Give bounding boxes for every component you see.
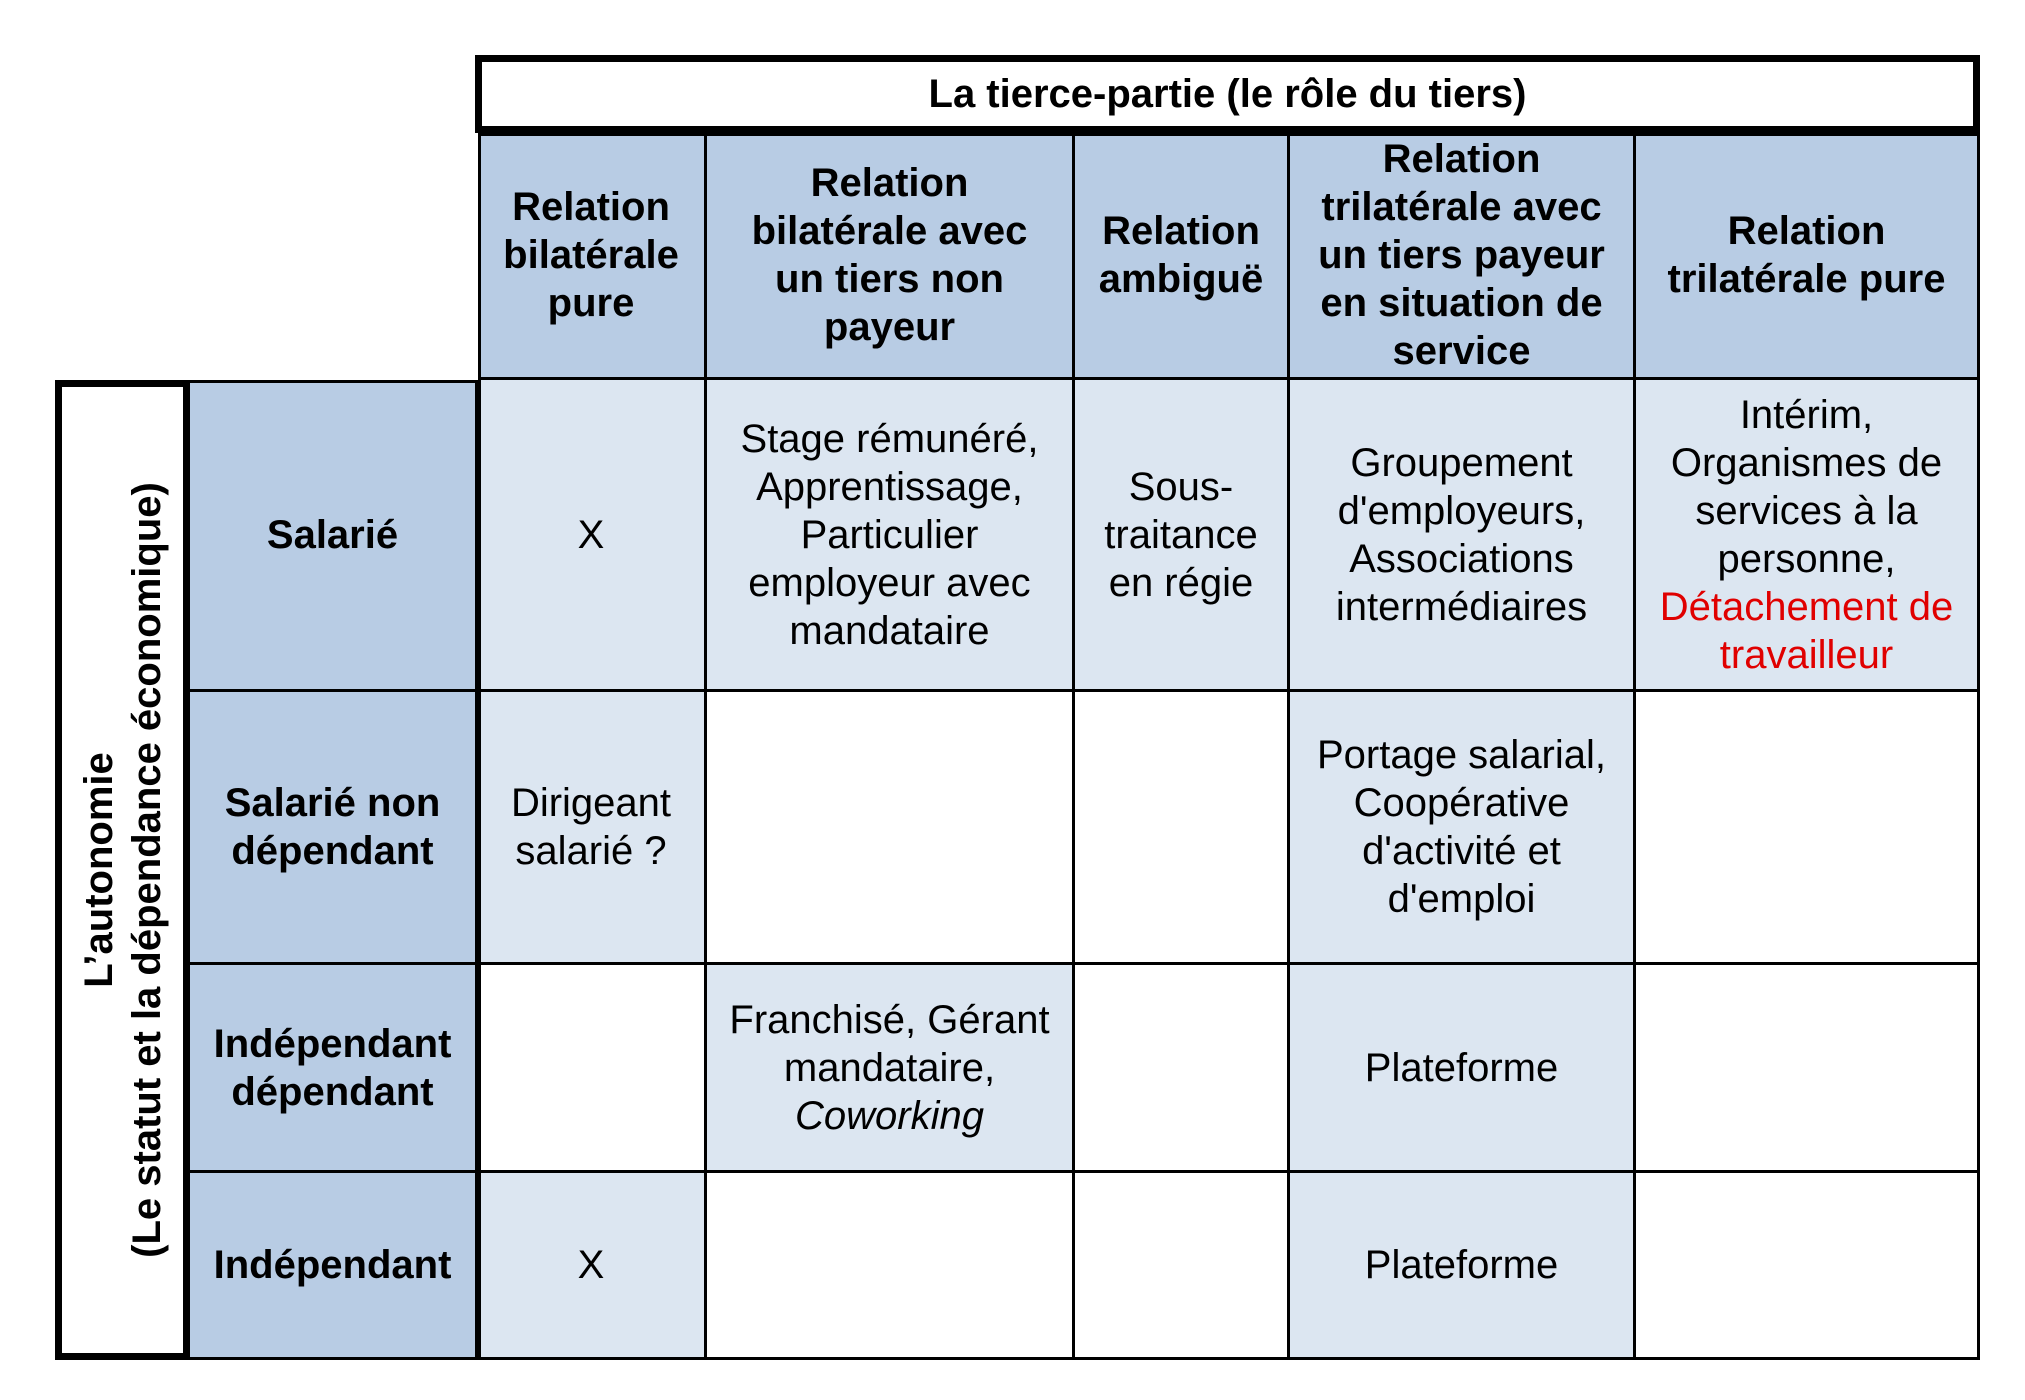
- table-cell-r1-c4-line: Associations: [1349, 536, 1574, 581]
- table-cell-r3-c5: [1636, 965, 1980, 1173]
- column-header-2-line: bilatérale avec: [751, 209, 1028, 253]
- table-cell-r1-c4-line: d'employeurs,: [1337, 488, 1586, 533]
- row-header-3-line: dépendant: [231, 1069, 434, 1114]
- column-header-1-line: bilatérale: [503, 233, 679, 277]
- table-cell-r1-c5-line: Intérim,: [1739, 392, 1874, 437]
- column-header-5-line: trilatérale pure: [1667, 257, 1946, 301]
- table-cell-r2-c4-line: d'activité et: [1362, 829, 1561, 873]
- table-cell-r4-c3: [1075, 1173, 1290, 1360]
- row-header-1-line: Salarié: [266, 512, 399, 557]
- table-cell-r3-c3: [1075, 965, 1290, 1173]
- table-cell-r2-c1: [478, 692, 707, 965]
- side-header-box: [55, 380, 190, 1360]
- column-header-3-line: Relation: [1102, 209, 1260, 253]
- table-cell-r1-c2-line: Stage rémunéré,: [740, 416, 1039, 461]
- table-cell-r1-c4-line: intermédiaires: [1335, 584, 1588, 629]
- column-header-4-line: un tiers payeur: [1318, 233, 1605, 277]
- table-cell-r1-c5-line: services à la: [1695, 488, 1918, 533]
- row-header-4: [190, 1173, 478, 1360]
- column-header-3-line: ambiguë: [1098, 257, 1264, 301]
- table-cell-r2-c2: [707, 692, 1075, 965]
- table-cell-r1-c4: [1290, 380, 1636, 692]
- table-cell-r2-c5: [1636, 692, 1980, 965]
- table-cell-r3-c2-line: Coworking: [795, 1093, 984, 1138]
- column-header-2-line: un tiers non: [775, 257, 1004, 301]
- row-header-1: [190, 380, 478, 692]
- column-header-5-line: Relation: [1727, 209, 1886, 253]
- side-header-line-1: L’autonomie: [76, 752, 121, 988]
- table-cell-r1-c1: [478, 380, 707, 692]
- table-cell-r2-c4: [1290, 692, 1636, 965]
- column-header-4-line: en situation de: [1320, 281, 1603, 325]
- column-header-3: [1075, 133, 1290, 380]
- table-cell-r1-c1-line: X: [577, 512, 605, 557]
- column-header-2: [707, 133, 1075, 380]
- top-header: La tierce-partie (le rôle du tiers): [475, 55, 1980, 133]
- table-cell-r1-c5-line: Détachement de: [1659, 584, 1954, 629]
- table-cell-r1-c4-line: Groupement: [1350, 440, 1573, 485]
- table-cell-r1-c5-line: personne,: [1717, 536, 1896, 581]
- table-cell-r4-c1: [478, 1173, 707, 1360]
- table-cell-r1-c5-line: Organismes de: [1670, 440, 1943, 485]
- row-header-2-line: Salarié non: [224, 781, 441, 825]
- table-cell-r2-c4-line: Portage salarial,: [1316, 733, 1607, 777]
- column-header-4-line: service: [1392, 329, 1531, 373]
- table-cell-r1-c2: [707, 380, 1075, 692]
- table-cell-r2-c4-line: d'emploi: [1387, 877, 1536, 921]
- column-header-5: [1636, 133, 1980, 380]
- column-header-2-line: payeur: [823, 305, 956, 349]
- row-header-3: [190, 965, 478, 1173]
- table-cell-r1-c3: [1075, 380, 1290, 692]
- table-cell-r2-c1-line: salarié ?: [515, 829, 667, 873]
- table-cell-r2-c4-line: Coopérative: [1353, 781, 1570, 825]
- column-header-1: [478, 133, 707, 380]
- table-cell-r1-c2-line: Particulier: [800, 512, 979, 557]
- column-header-2-line: Relation: [810, 161, 969, 205]
- table-cell-r1-c3-line: en régie: [1108, 560, 1254, 605]
- table-cell-r3-c2: [707, 965, 1075, 1173]
- column-header-1-line: pure: [547, 281, 635, 325]
- table-cell-r2-c3: [1075, 692, 1290, 965]
- table-cell-r1-c3-line: traitance: [1104, 512, 1258, 557]
- row-header-4-line: Indépendant: [213, 1243, 452, 1287]
- column-header-4: [1290, 133, 1636, 380]
- side-header: [75, 400, 171, 1340]
- table-cell-r4-c4-line: Plateforme: [1364, 1243, 1559, 1287]
- table-cell-r3-c1: [478, 965, 707, 1173]
- side-header-line-2: (Le statut et la dépendance économique): [124, 482, 169, 1258]
- table-cell-r3-c2-line: mandataire,: [783, 1045, 996, 1090]
- table-cell-r4-c2: [707, 1173, 1075, 1360]
- row-header-2-line: dépendant: [231, 829, 434, 873]
- table-cell-r2-c1-line: Dirigeant: [510, 781, 672, 825]
- table-cell-r3-c4-line: Plateforme: [1364, 1045, 1559, 1090]
- column-header-1-line: Relation: [512, 185, 670, 229]
- column-header-4-line: trilatérale avec: [1321, 185, 1602, 229]
- table-cell-r1-c2-line: mandataire: [789, 608, 990, 653]
- table-cell-r1-c5: [1636, 380, 1980, 692]
- table-cell-r4-c1-line: X: [577, 1243, 605, 1287]
- table-cell-r4-c5: [1636, 1173, 1980, 1360]
- column-header-4-line: Relation: [1382, 137, 1541, 181]
- table-cell-r1-c5-line: travailleur: [1719, 632, 1894, 677]
- table-cell-r3-c2-line: Franchisé, Gérant: [729, 997, 1050, 1042]
- table-cell-r4-c4: [1290, 1173, 1636, 1360]
- row-header-3-line: Indépendant: [213, 1021, 452, 1066]
- table-cell-r1-c2-line: Apprentissage,: [756, 464, 1023, 509]
- table-cell-r1-c2-line: employeur avec: [748, 560, 1031, 605]
- table-cell-r3-c4: [1290, 965, 1636, 1173]
- table-cell-r1-c3-line: Sous-: [1128, 464, 1234, 509]
- row-header-2: [190, 692, 478, 965]
